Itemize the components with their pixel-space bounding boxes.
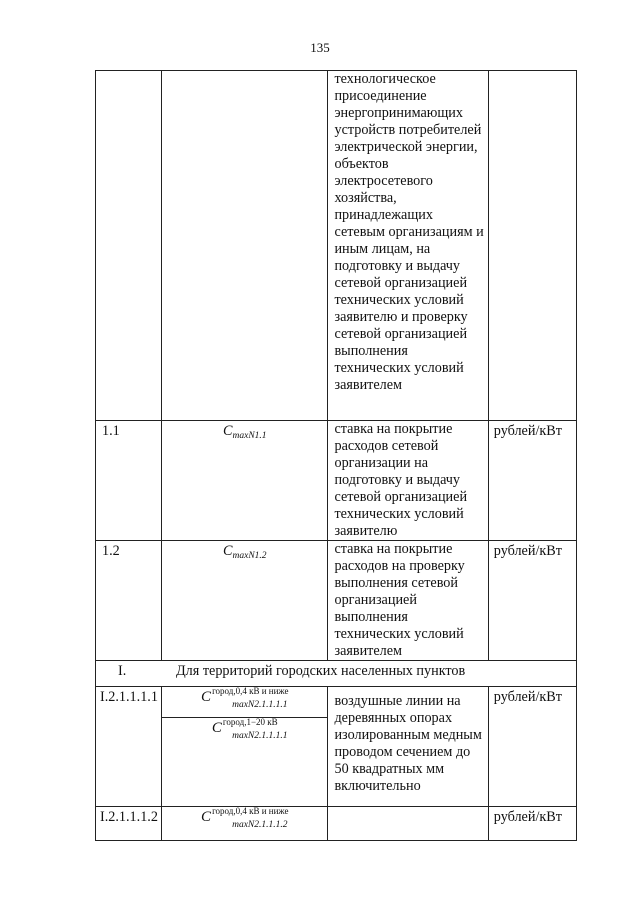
symbol-base: C — [211, 720, 222, 736]
unit-cell: рублей/кВт — [488, 687, 576, 807]
table-row — [96, 807, 577, 841]
description-cell: технологическое присоединение энергопринимающих устройств потребителей электрической энергии, объектов электросетевого хозяйства, принадлежащих сетевым организациям и иным лицам, на подготовку и выдачу сетевой организацией технических условий заявителю и проверку сетевой организацией выполнения технических условий заявителем — [328, 71, 488, 421]
section-number: I. — [118, 663, 127, 679]
table-row — [96, 687, 577, 807]
table-row — [96, 71, 577, 421]
symbol-subscript: maxN2.1.1.1.1 — [232, 731, 288, 741]
table-row — [96, 541, 577, 661]
symbol-superscript: город,0,4 кВ и ниже — [212, 806, 289, 816]
symbol-formula — [162, 687, 327, 718]
symbol-cell — [162, 421, 328, 541]
symbol-subscript: maxN1.2 — [232, 551, 267, 561]
symbol-cell — [162, 687, 328, 807]
symbol-superscript: город,1−20 кВ — [222, 717, 278, 727]
section-row — [96, 661, 577, 687]
description-cell: воздушные линии на деревянных опорах изолированным медным проводом сечением до 50 квадратных мм включительно — [328, 687, 488, 807]
unit-cell: рублей/кВт — [488, 421, 576, 541]
symbol-base: C — [223, 423, 233, 439]
symbol-base: C — [201, 809, 212, 825]
table-row — [96, 421, 577, 541]
section-header — [96, 661, 577, 687]
row-number: 1.1 — [96, 421, 162, 541]
row-number: I.2.1.1.1.2 — [96, 807, 162, 841]
description-cell: ставка на покрытие расходов на проверку выполнения сетевой организацией выполнения технических условий заявителем — [328, 541, 488, 661]
unit-cell: рублей/кВт — [488, 541, 576, 661]
symbol-base: C — [201, 689, 212, 705]
page-number: 135 — [310, 40, 330, 55]
symbol-base: C — [223, 543, 233, 559]
symbol-subscript: maxN2.1.1.1.2 — [232, 820, 288, 830]
symbol-subscript: maxN2.1.1.1.1 — [232, 700, 288, 710]
symbol-cell — [162, 541, 328, 661]
section-title: Для территорий городских населенных пунктов — [176, 663, 466, 679]
tariff-table — [95, 70, 577, 841]
symbol-cell — [162, 71, 328, 421]
symbol-cell — [162, 807, 328, 841]
description-cell — [328, 807, 488, 841]
description-cell: ставка на покрытие расходов сетевой организации на подготовку и выдачу сетевой организацией технических условий заявителю — [328, 421, 488, 541]
num-cell — [96, 71, 162, 421]
symbol-formula — [162, 718, 327, 748]
row-number: I.2.1.1.1.1 — [96, 687, 162, 807]
symbol-superscript: город,0,4 кВ и ниже — [212, 686, 289, 696]
symbol-subscript: maxN1.1 — [232, 431, 267, 441]
unit-cell: рублей/кВт — [488, 807, 576, 841]
symbol-formula — [162, 807, 327, 837]
unit-cell — [488, 71, 576, 421]
row-number: 1.2 — [96, 541, 162, 661]
